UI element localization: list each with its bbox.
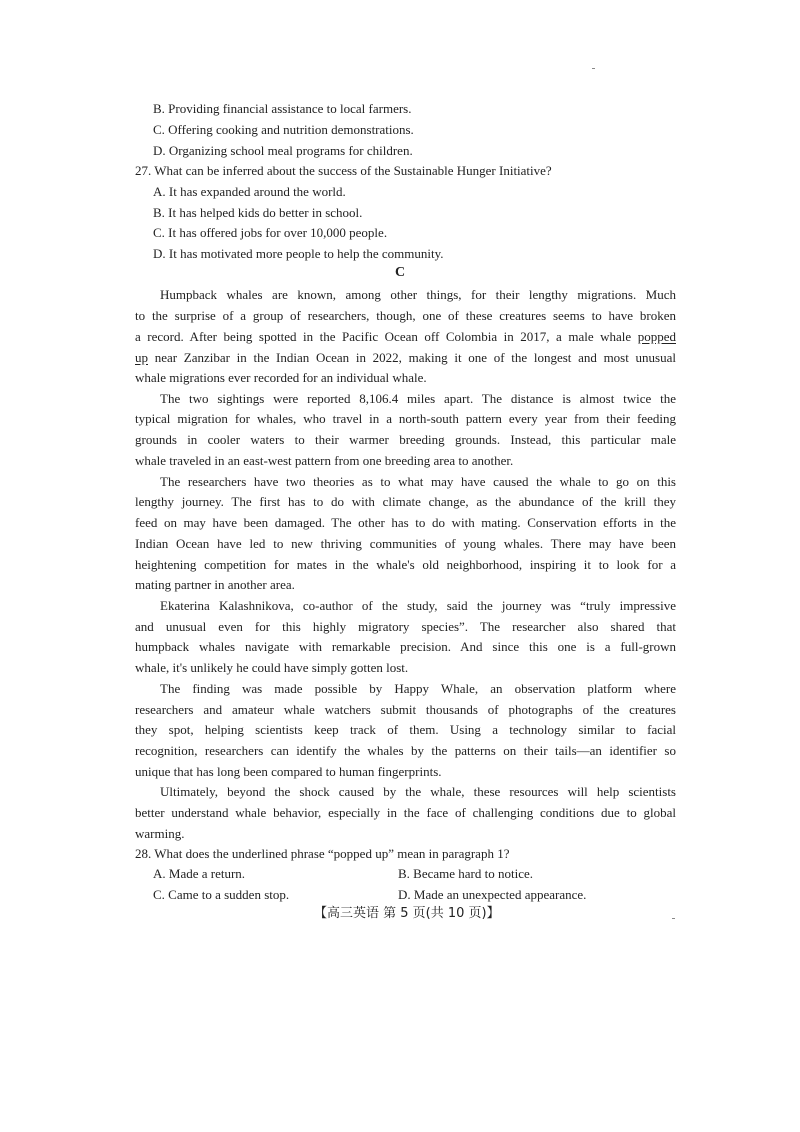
scan-speck: [592, 68, 595, 69]
passage-line: The researchers have two theories as to what may have caused the whale to go on this: [160, 474, 676, 489]
passage-line: whale traveled in an east-west pattern from one breeding area to another.: [135, 453, 514, 468]
passage-line: whale, it's unlikely he could have simply gotten lost.: [135, 660, 409, 675]
passage-line: better understand whale behavior, especially in the face of challenging conditions due to global: [135, 805, 676, 820]
question-27: 27. What can be inferred about the success of the Sustainable Hunger Initiative?: [135, 163, 552, 178]
option-c: C. Offering cooking and nutrition demonstrations.: [153, 122, 414, 137]
option-b: B. Providing financial assistance to local farmers.: [153, 101, 412, 116]
q27-option-b: B. It has helped kids do better in school.: [153, 205, 363, 220]
passage-line: typical migration for whales, who travel in a north-south pattern every year from their feeding: [135, 411, 676, 426]
passage-text: near Zanzibar in the Indian Ocean in 2022, making it one of the longest and most unusual: [148, 350, 676, 365]
passage-line: lengthy journey. The first has to do with climate change, as the abundance of the krill they: [135, 494, 676, 509]
passage-line: they spot, helping scientists keep track of them. Using a technology similar to facial: [135, 722, 676, 737]
passage-line: recognition, researchers can identify the whales by the patterns on their tails—an identifier so: [135, 743, 676, 758]
passage-line: The finding was made possible by Happy Whale, an observation platform where: [160, 681, 676, 696]
q28-option-a: A. Made a return.: [153, 866, 246, 881]
q27-option-a: A. It has expanded around the world.: [153, 184, 346, 199]
passage-line: to the surprise of a group of researchers, though, one of these creatures seems to have broken: [135, 308, 676, 323]
passage-line: Indian Ocean have led to new thriving communities of young whales. There may have been: [135, 536, 676, 551]
passage-line: warming.: [135, 826, 185, 841]
q28-option-c: C. Came to a sudden stop.: [153, 887, 290, 902]
q27-option-d: D. It has motivated more people to help the community.: [153, 246, 444, 261]
passage-line: mating partner in another area.: [135, 577, 295, 592]
passage-line: researchers and amateur whale watchers submit thousands of photographs of the creatures: [135, 702, 676, 717]
q28-option-b: B. Became hard to notice.: [398, 866, 534, 881]
passage-line: humpback whales navigate with remarkable precision. And since this one is a full-grown: [135, 639, 676, 654]
passage-line: [135, 329, 676, 345]
q28-option-d: D. Made an unexpected appearance.: [398, 887, 587, 902]
scan-speck: [672, 918, 675, 919]
option-d: D. Organizing school meal programs for children.: [153, 143, 413, 158]
passage-line: feed on may have been damaged. The other has to do with mating. Conservation efforts in the: [135, 515, 676, 530]
passage-line: and unusual even for this highly migratory species”. The researcher also shared that: [135, 619, 676, 634]
passage-line: heightening competition for mates in the whale's old neighborhood, inspiring it to look for a: [135, 557, 676, 572]
passage-line: unique that has long been compared to human fingerprints.: [135, 764, 442, 779]
section-letter: C: [395, 265, 406, 280]
passage-line: The two sightings were reported 8,106.4 miles apart. The distance is almost twice the: [160, 391, 676, 406]
underlined-phrase-up: up: [135, 350, 148, 365]
passage-line: grounds in cooler waters to their warmer breeding grounds. Instead, this particular male: [135, 432, 676, 447]
page-footer: 【高三英语 第 5 页(共 10 页)】: [314, 906, 500, 921]
passage-text: a record. After being spotted in the Pacific Ocean off Colombia in 2017, a male whale: [135, 329, 638, 344]
passage-line: Ultimately, beyond the shock caused by the whale, these resources will help scientists: [160, 784, 676, 799]
passage-line: [135, 350, 676, 366]
passage-line: Humpback whales are known, among other things, for their lengthy migrations. Much: [160, 287, 676, 302]
passage-line: Ekaterina Kalashnikova, co-author of the study, said the journey was “truly impressive: [160, 598, 676, 613]
q27-option-c: C. It has offered jobs for over 10,000 people.: [153, 225, 388, 240]
passage-line: whale migrations ever recorded for an individual whale.: [135, 370, 427, 385]
question-28: 28. What does the underlined phrase “popped up” mean in paragraph 1?: [135, 846, 510, 861]
underlined-phrase-popped: popped: [637, 329, 676, 344]
